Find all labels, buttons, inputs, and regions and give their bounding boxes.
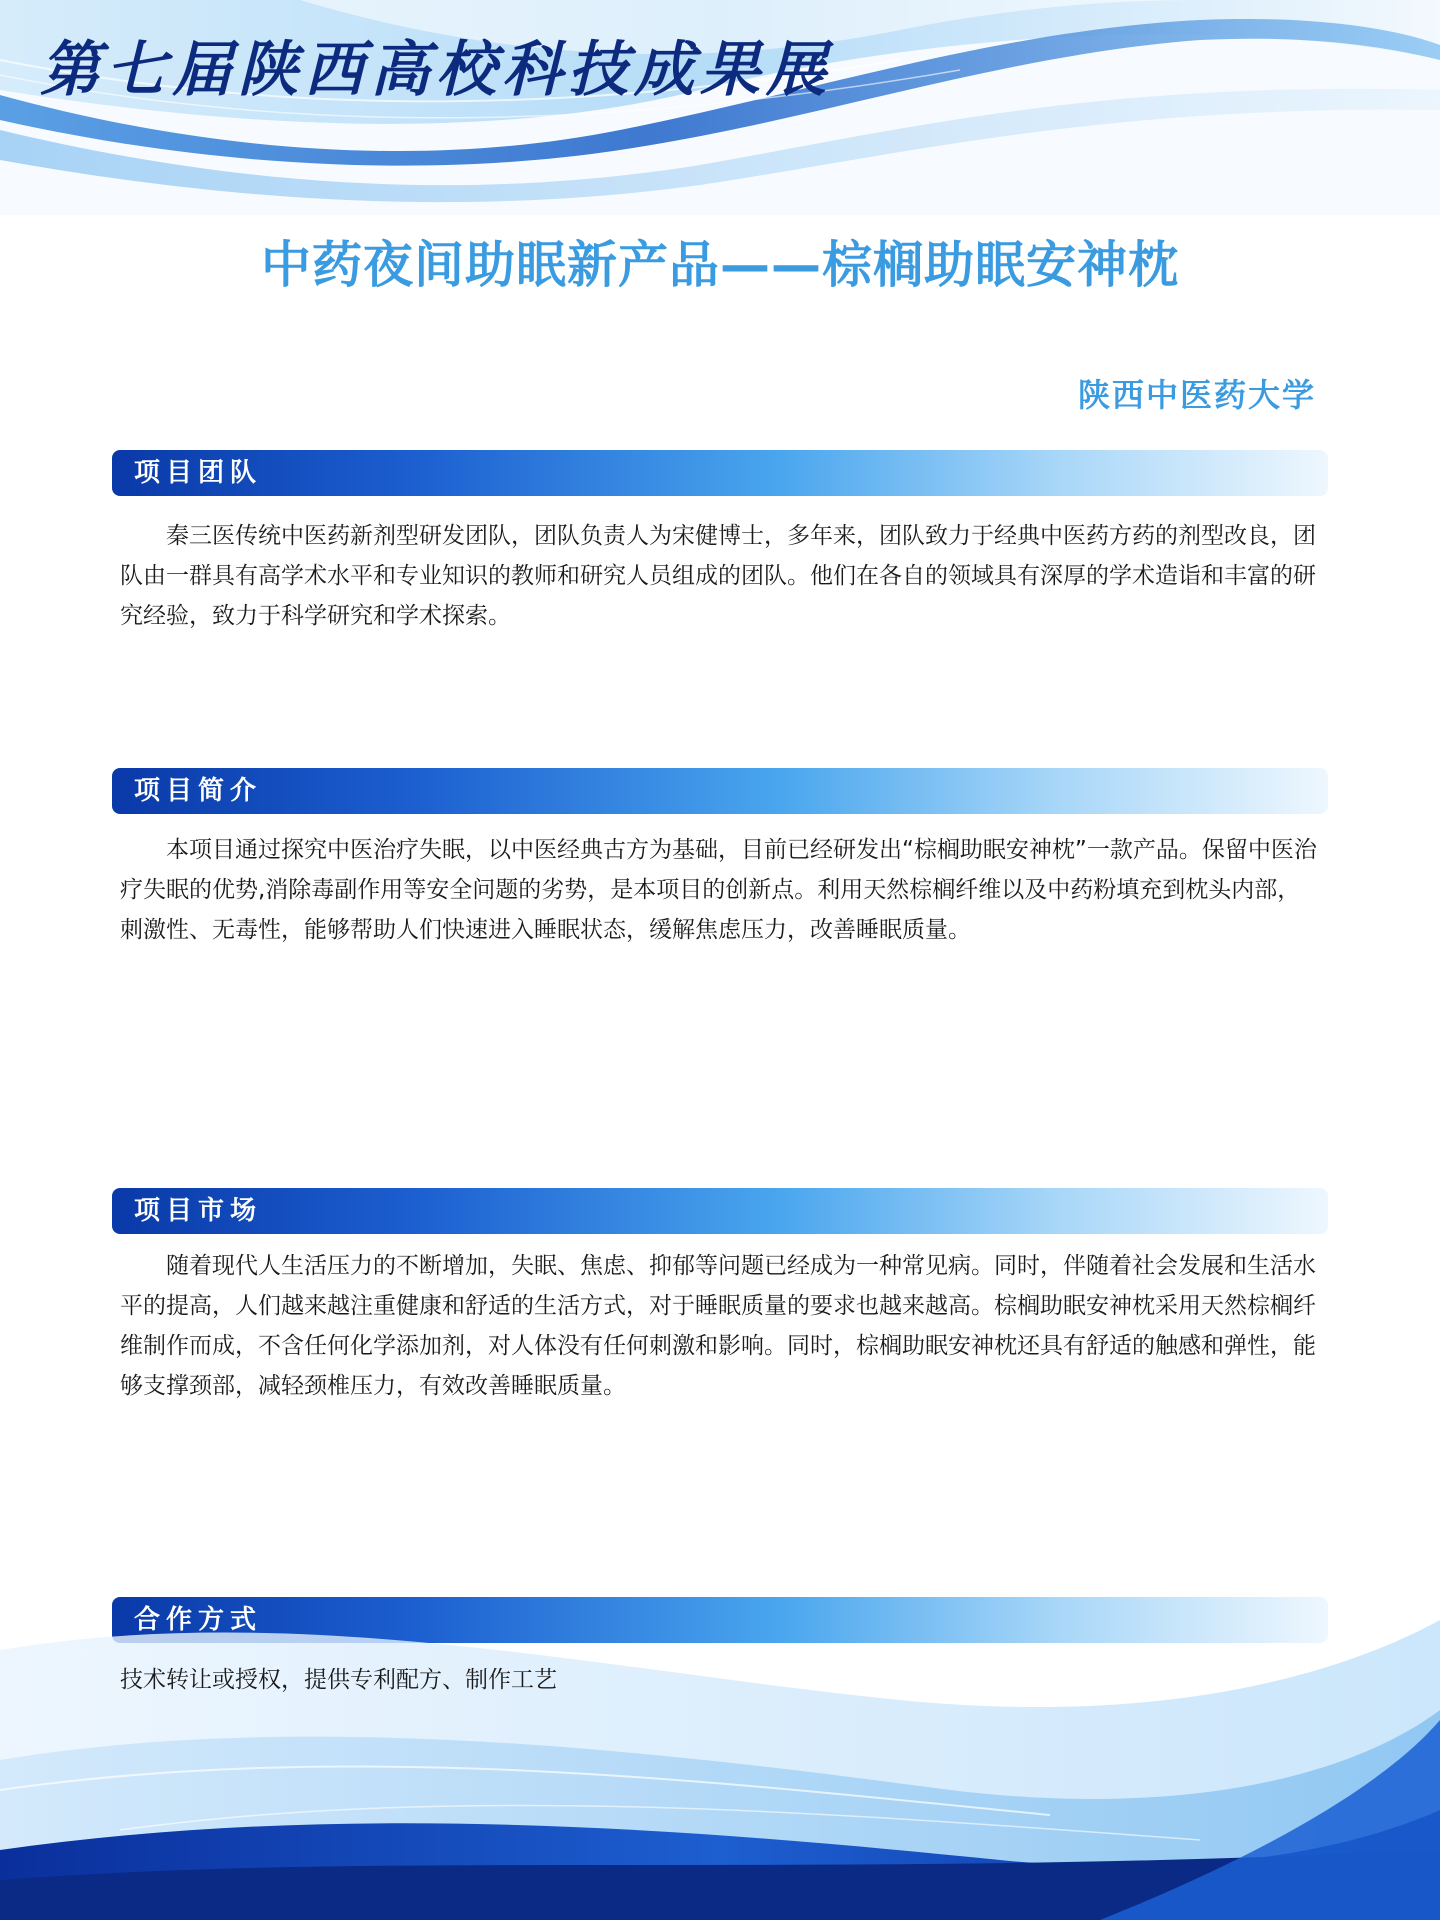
header-wave-banner bbox=[0, 0, 1440, 215]
section-label: 合作方式 bbox=[134, 1605, 263, 1635]
section-text-intro: 本项目通过探究中医治疗失眠，以中医经典古方为基础，目前已经研发出“棕榈助眠安神枕”一款产品。保留中医治疗失眠的优势,消除毒副作用等安全问题的劣势，是本项目的创新点。利用天然棕榈纤维以及中药粉填充到枕头内部，刺激性、无毒性，能够帮助人们快速进入睡眠状态，缓解焦虑压力，改善睡眠质量。 bbox=[120, 837, 1317, 943]
expo-title: 第七届陕西高校科技成果展 bbox=[40, 35, 832, 105]
footer-wave-banner bbox=[0, 1560, 1440, 1920]
section-label: 项目市场 bbox=[134, 1196, 263, 1226]
section-header-intro bbox=[112, 768, 1328, 814]
project-title: 中药夜间助眠新产品——棕榈助眠安神枕 bbox=[261, 236, 1179, 294]
university-name: 陕西中医药大学 bbox=[1077, 376, 1316, 414]
section-header-market bbox=[112, 1188, 1328, 1234]
footer-wave-graphic bbox=[0, 1560, 1440, 1920]
section-text-team: 秦三医传统中医药新剂型研发团队，团队负责人为宋健博士，多年来，团队致力于经典中医药方药的剂型改良，团队由一群具有高学术水平和专业知识的教师和研究人员组成的团队。他们在各自的领域具有深厚的学术造诣和丰富的研究经验，致力于科学研究和学术探索。 bbox=[120, 523, 1316, 629]
section-label: 项目团队 bbox=[134, 458, 263, 488]
section-text-market: 随着现代人生活压力的不断增加，失眠、焦虑、抑郁等问题已经成为一种常见病。同时，伴随着社会发展和生活水平的提高，人们越来越注重健康和舒适的生活方式，对于睡眠质量的要求也越来越高。棕榈助眠安神枕采用天然棕榈纤维制作而成，不含任何化学添加剂，对人体没有任何刺激和影响。同时，棕榈助眠安神枕还具有舒适的触感和弹性，能够支撑颈部，减轻颈椎压力，有效改善睡眠质量。 bbox=[120, 1253, 1316, 1399]
section-text-cooperation: 技术转让或授权，提供专利配方、制作工艺 bbox=[120, 1667, 557, 1693]
section-header-team bbox=[112, 450, 1328, 496]
section-label: 项目简介 bbox=[134, 776, 263, 806]
